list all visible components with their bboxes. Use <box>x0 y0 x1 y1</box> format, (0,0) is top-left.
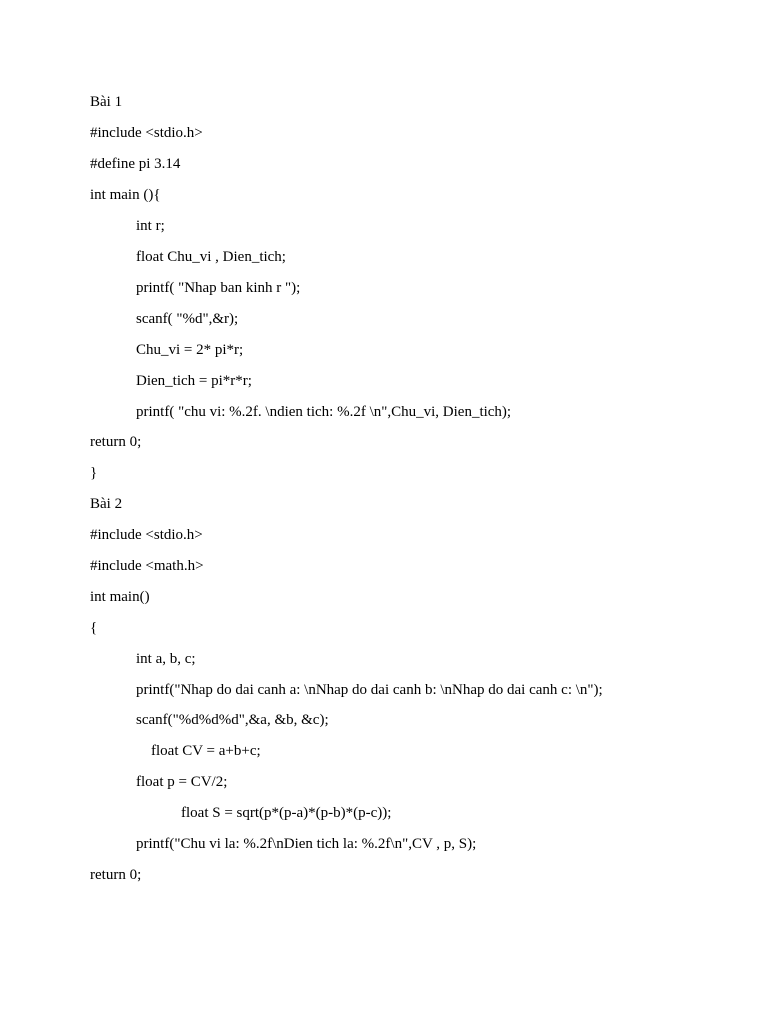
code-line: #include <stdio.h> <box>90 125 203 141</box>
code-line: scanf( "%d",&r); <box>136 311 239 327</box>
code-line: } <box>90 465 98 481</box>
code-line: int r; <box>136 218 165 234</box>
code-line: float p = CV/2; <box>136 774 228 790</box>
code-line: #define pi 3.14 <box>90 156 181 172</box>
code-line: { <box>90 620 98 636</box>
code-line: printf( "Nhap ban kinh r "); <box>136 280 301 296</box>
code-line: printf("Nhap do dai canh a: \nNhap do dai canh b: \nNhap do dai canh c: \n"); <box>136 682 603 698</box>
heading-bai-2: Bài 2 <box>90 496 123 512</box>
code-line: return 0; <box>90 867 142 883</box>
code-line: Dien_tich = pi*r*r; <box>136 373 252 389</box>
code-line: float Chu_vi , Dien_tich; <box>136 249 286 265</box>
code-line: printf("Chu vi la: %.2f\nDien tich la: %.2f\n",CV , p, S); <box>136 836 477 852</box>
code-line: #include <stdio.h> <box>90 527 203 543</box>
code-line: scanf("%d%d%d",&a, &b, &c); <box>136 712 329 728</box>
code-line: float S = sqrt(p*(p-a)*(p-b)*(p-c)); <box>181 805 392 821</box>
heading-bai-1: Bài 1 <box>90 94 123 110</box>
code-line: int main (){ <box>90 187 161 203</box>
code-line: printf( "chu vi: %.2f. \ndien tich: %.2f \n",Chu_vi, Dien_tich); <box>136 404 512 420</box>
code-line: int main() <box>90 589 150 605</box>
code-line: float CV = a+b+c; <box>151 743 261 759</box>
code-line: int a, b, c; <box>136 651 196 667</box>
code-line: return 0; <box>90 434 142 450</box>
code-line: Chu_vi = 2* pi*r; <box>136 342 244 358</box>
code-line: #include <math.h> <box>90 558 204 574</box>
